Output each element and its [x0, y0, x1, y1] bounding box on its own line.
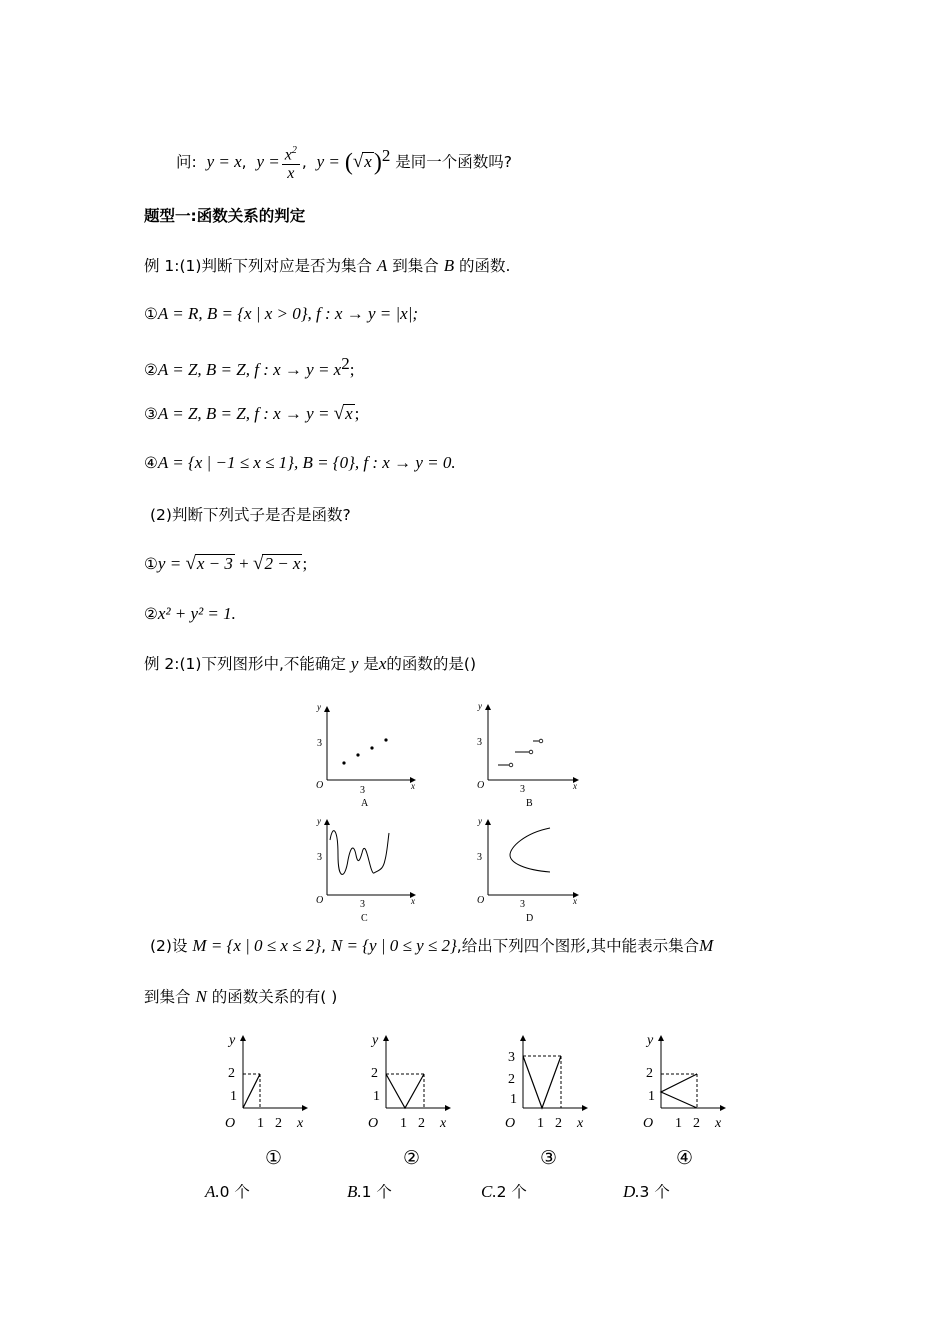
graph-c-x-label: x — [411, 896, 415, 906]
section-title: 题型一:函数关系的判定 — [144, 207, 306, 225]
figure-1 — [225, 1033, 307, 1131]
graph-a — [316, 702, 415, 809]
graph-d — [477, 816, 578, 924]
question-line: 问: y = x, y = $\frac{x^2}{x}$ , $y = (√x)^2$ 是同一个函数吗? — [176, 142, 512, 183]
figure-2 — [368, 1033, 450, 1131]
graph-c-y-tick: 3 — [317, 852, 322, 863]
example2-part2-line1: (2)设 M = {x | 0 ≤ x ≤ 2}, N = {y | 0 ≤ y ≤ 2},给出下列四个图形,其中能表示集合M — [150, 936, 714, 955]
svg-text:2: 2 — [646, 1066, 653, 1081]
svg-text:x: x — [297, 1116, 304, 1131]
graph-b — [477, 701, 578, 809]
figure-3-number: ③ — [540, 1148, 558, 1169]
example2-intro: 例 2:(1)下列图形中,不能确定 y 是x的函数的是() — [144, 654, 476, 673]
graph-a-x-label: x — [411, 781, 415, 791]
graph-a-y-tick: 3 — [317, 738, 322, 749]
graph-d-y-label: y — [478, 816, 482, 826]
svg-text:2: 2 — [693, 1116, 700, 1131]
graph-c-origin: O — [316, 895, 324, 906]
graph-a-x-tick: 3 — [360, 785, 365, 796]
expr-sqrt: x — [364, 152, 372, 172]
graph-d-x-label: x — [573, 896, 577, 906]
example1-item-3: ③A = Z, B = Z, f : x → y = √x ; — [144, 403, 360, 424]
graph-c-y-label: y — [317, 816, 321, 826]
graph-a-point — [356, 753, 359, 756]
example1-intro: 例 1:(1)判断下列对应是否为集合 A 到集合 B 的函数. — [144, 256, 511, 275]
svg-text:1: 1 — [510, 1092, 517, 1107]
graph-a-point — [342, 761, 345, 764]
svg-text:2: 2 — [371, 1066, 378, 1081]
svg-text:O: O — [368, 1116, 379, 1131]
example1-part2-item-2: ②x² + y² = 1. — [144, 604, 236, 623]
figure-4 — [643, 1033, 725, 1131]
graph-d-x-tick: 3 — [520, 899, 525, 910]
graph-b-y-tick: 3 — [477, 737, 482, 748]
svg-text:O: O — [225, 1116, 236, 1131]
svg-text:2: 2 — [555, 1116, 562, 1131]
svg-text:2: 2 — [508, 1072, 515, 1087]
graph-a-origin: O — [316, 780, 324, 791]
svg-text:y: y — [647, 1033, 654, 1048]
svg-text:2: 2 — [228, 1066, 235, 1081]
choice-d[interactable]: D.3 个 — [623, 1182, 670, 1201]
figure-1-line — [243, 1074, 260, 1108]
svg-text:x: x — [715, 1116, 722, 1131]
graph-d-caption: D — [526, 913, 534, 924]
svg-text:x: x — [440, 1116, 447, 1131]
example1-part2: (2)判断下列式子是否是函数? — [150, 506, 351, 524]
figure-3-line — [523, 1056, 561, 1108]
example1-item-2: ②A = Z, B = Z, f : $x \to y = x^2$; — [144, 354, 355, 380]
choice-a[interactable]: A.0 个 — [205, 1182, 250, 1201]
graph-b-y-label: y — [478, 701, 482, 711]
svg-text:x: x — [577, 1116, 584, 1131]
choice-b[interactable]: B.1 个 — [347, 1182, 392, 1201]
graph-a-point — [370, 746, 373, 749]
example1-part2-item-1: ①y = √x − 3 + √2 − x ; — [144, 553, 308, 574]
figure-4-line — [661, 1074, 697, 1108]
graph-c — [316, 816, 415, 924]
graph-d-curve — [510, 828, 550, 872]
figure-1-number: ① — [265, 1148, 283, 1169]
graph-c-x-tick: 3 — [360, 899, 365, 910]
example1-item-4: ④A = {x | −1 ≤ x ≤ 1}, B = {0}, f : x → y = 0. — [144, 453, 456, 472]
graphs-abcd — [300, 695, 600, 925]
figure-2-line — [386, 1074, 424, 1108]
svg-text:2: 2 — [275, 1116, 282, 1131]
question-prefix: 问: — [176, 153, 197, 172]
graph-a-caption: A — [361, 798, 369, 809]
svg-text:1: 1 — [257, 1116, 264, 1131]
graph-c-caption: C — [361, 913, 368, 924]
svg-text:2: 2 — [418, 1116, 425, 1131]
expr-identity: y = x — [206, 152, 242, 172]
svg-text:1: 1 — [230, 1089, 237, 1104]
svg-text:1: 1 — [648, 1089, 655, 1104]
svg-text:1: 1 — [373, 1089, 380, 1104]
svg-text:1: 1 — [537, 1116, 544, 1131]
graph-b-caption: B — [526, 798, 533, 809]
svg-text:3: 3 — [508, 1050, 515, 1065]
expr-sqrt-lhs: y = — [316, 152, 340, 172]
example1-item-1: ①A = R, B = {x | x > 0}, f : x → y = |x|; — [144, 304, 419, 323]
example2-part2-line2: 到集合 N 的函数关系的有( ) — [144, 987, 338, 1006]
figure-3 — [505, 1036, 587, 1131]
graph-c-curve — [330, 831, 389, 875]
expr-fraction-lhs: y = — [256, 152, 280, 172]
question-suffix: 是同一个函数吗? — [395, 153, 512, 172]
svg-text:1: 1 — [675, 1116, 682, 1131]
svg-text:O: O — [643, 1116, 654, 1131]
svg-text:y: y — [229, 1033, 236, 1048]
figure-2-number: ② — [403, 1148, 421, 1169]
choice-c[interactable]: C.2 个 — [481, 1182, 527, 1201]
graph-d-y-tick: 3 — [477, 852, 482, 863]
svg-text:O: O — [505, 1116, 516, 1131]
graph-d-origin: O — [477, 895, 485, 906]
svg-text:y: y — [372, 1033, 379, 1048]
graph-a-y-label: y — [317, 702, 321, 712]
graph-b-x-tick: 3 — [520, 784, 525, 795]
svg-text:1: 1 — [400, 1116, 407, 1131]
figure-4-number: ④ — [676, 1148, 694, 1169]
graph-b-x-label: x — [573, 781, 577, 791]
figures-1-4 — [200, 1028, 750, 1138]
expr-fraction: $\frac{x^2}{x}$ — [282, 142, 300, 183]
graph-b-origin: O — [477, 780, 485, 791]
graph-a-point — [384, 738, 387, 741]
